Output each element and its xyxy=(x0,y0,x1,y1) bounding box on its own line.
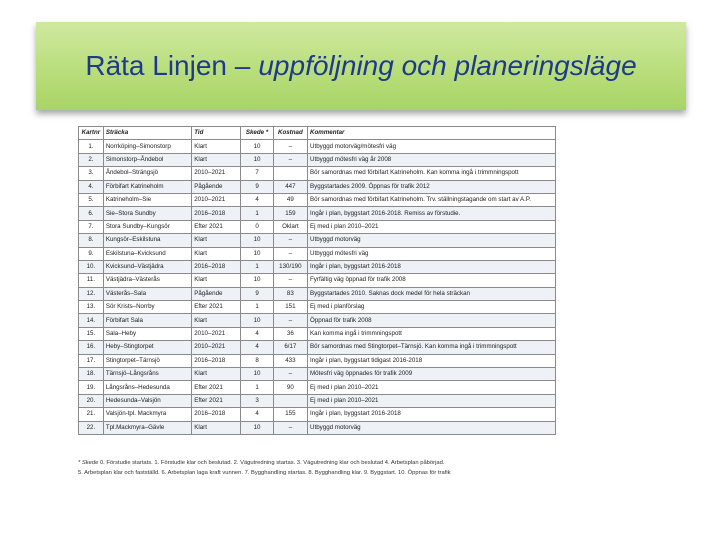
cell-kostnad: – xyxy=(273,274,307,287)
cell-tid: Klart xyxy=(192,140,241,153)
cell-skede: 7 xyxy=(241,167,273,180)
table-row xyxy=(79,314,556,327)
cell-kostnad: 6/17 xyxy=(273,341,307,354)
cell-tid: Efter 2021 xyxy=(192,394,241,407)
cell-kostnad: – xyxy=(273,153,307,166)
header-kostnad: Kostnad xyxy=(273,127,307,140)
cell-tid: Efter 2021 xyxy=(192,220,241,233)
cell-kostnad: – xyxy=(273,368,307,381)
table-row xyxy=(79,140,556,153)
cell-skede: 10 xyxy=(241,247,273,260)
header-tid: Tid xyxy=(192,127,241,140)
cell-kartnr: 9. xyxy=(79,247,104,260)
cell-stracka: Kungsör–Eskilstuna xyxy=(103,234,191,247)
cell-skede: 9 xyxy=(241,287,273,300)
cell-kommentar: Ej med i plan 2010–2021 xyxy=(308,220,556,233)
cell-stracka: Åndebol–Strängsjö xyxy=(103,167,191,180)
cell-kommentar: Bör samordnas med förbifart Katrineholm. Kan komma ingå i trimmningspott xyxy=(308,167,556,180)
table-header-row xyxy=(79,127,556,140)
cell-skede: 10 xyxy=(241,274,273,287)
cell-kartnr: 17. xyxy=(79,354,104,367)
cell-kommentar: Byggstartades 2010. Saknas dock medel för hela sträckan xyxy=(308,287,556,300)
cell-skede: 3 xyxy=(241,394,273,407)
cell-kostnad: – xyxy=(273,247,307,260)
cell-kommentar: Ingår i plan, byggstart 2016-2018 xyxy=(308,408,556,421)
cell-tid: 2010–2021 xyxy=(192,341,241,354)
project-table xyxy=(78,126,556,435)
skede-footnote xyxy=(78,458,568,478)
table-row xyxy=(79,408,556,421)
cell-kostnad: – xyxy=(273,234,307,247)
project-table-container xyxy=(78,126,556,435)
cell-tid: Klart xyxy=(192,153,241,166)
cell-kartnr: 8. xyxy=(79,234,104,247)
cell-kartnr: 6. xyxy=(79,207,104,220)
table-row xyxy=(79,394,556,407)
cell-tid: 2010–2021 xyxy=(192,167,241,180)
cell-skede: 1 xyxy=(241,381,273,394)
cell-stracka: Tärnsjö–Långsråns xyxy=(103,368,191,381)
cell-tid: 2016–2018 xyxy=(192,354,241,367)
cell-kartnr: 15. xyxy=(79,327,104,340)
cell-kartnr: 3. xyxy=(79,167,104,180)
cell-skede: 8 xyxy=(241,354,273,367)
cell-kartnr: 19. xyxy=(79,381,104,394)
cell-kommentar: Utbyggd motorväg xyxy=(308,421,556,434)
cell-tid: Pågående xyxy=(192,287,241,300)
cell-stracka: Västjädra–Västerås xyxy=(103,274,191,287)
table-row xyxy=(79,234,556,247)
cell-kartnr: 5. xyxy=(79,193,104,206)
cell-stracka: Stora Sundby–Kungsör xyxy=(103,220,191,233)
cell-kartnr: 16. xyxy=(79,341,104,354)
cell-kommentar: Byggstartades 2009. Öppnas för trafik 2012 xyxy=(308,180,556,193)
cell-tid: 2016–2018 xyxy=(192,207,241,220)
cell-kartnr: 13. xyxy=(79,301,104,314)
title-banner xyxy=(36,22,686,110)
table-row xyxy=(79,287,556,300)
cell-kartnr: 22. xyxy=(79,421,104,434)
cell-kostnad: Oklart xyxy=(273,220,307,233)
cell-skede: 10 xyxy=(241,421,273,434)
footnote-label: * Skede xyxy=(78,460,99,466)
title-main: Räta Linjen – xyxy=(85,50,251,81)
cell-tid: Efter 2021 xyxy=(192,301,241,314)
cell-kommentar: Bör samordnas med Stingtorpet–Tärnsjö. Kan komma ingå i trimmningspott xyxy=(308,341,556,354)
cell-skede: 4 xyxy=(241,408,273,421)
cell-stracka: Simonstorp–Åndebol xyxy=(103,153,191,166)
cell-kostnad: 155 xyxy=(273,408,307,421)
cell-kartnr: 14. xyxy=(79,314,104,327)
cell-kostnad: 130/190 xyxy=(273,260,307,273)
cell-kostnad: 433 xyxy=(273,354,307,367)
cell-kommentar: Utbyggd mötesfri väg xyxy=(308,247,556,260)
cell-skede: 1 xyxy=(241,301,273,314)
cell-stracka: Förbifart Katrineholm xyxy=(103,180,191,193)
header-kommentar: Kommentar xyxy=(308,127,556,140)
cell-kartnr: 10. xyxy=(79,260,104,273)
cell-tid: Klart xyxy=(192,247,241,260)
table-row xyxy=(79,341,556,354)
cell-kostnad xyxy=(273,167,307,180)
cell-stracka: Förbifart Sala xyxy=(103,314,191,327)
cell-kostnad: – xyxy=(273,140,307,153)
cell-kommentar: Ingår i plan, byggstart tidigast 2016-2018 xyxy=(308,354,556,367)
cell-stracka: Sie–Stora Sundby xyxy=(103,207,191,220)
cell-skede: 9 xyxy=(241,180,273,193)
table-row xyxy=(79,301,556,314)
cell-stracka: Heby–Stingtorpet xyxy=(103,341,191,354)
cell-stracka: Hedesunda–Valsjön xyxy=(103,394,191,407)
title-italic: uppföljning och planeringsläge xyxy=(258,50,637,81)
table-row xyxy=(79,167,556,180)
cell-kommentar: Ingår i plan, byggstart 2016-2018 xyxy=(308,260,556,273)
cell-kostnad: 83 xyxy=(273,287,307,300)
cell-skede: 0 xyxy=(241,220,273,233)
cell-stracka: Långsråns–Hedesunda xyxy=(103,381,191,394)
cell-kostnad: 151 xyxy=(273,301,307,314)
header-skede: Skede * xyxy=(241,127,273,140)
cell-tid: 2016–2018 xyxy=(192,408,241,421)
table-row xyxy=(79,153,556,166)
cell-kartnr: 21. xyxy=(79,408,104,421)
table-body xyxy=(79,140,556,435)
cell-kostnad: 90 xyxy=(273,381,307,394)
cell-kommentar: Öppnad för trafik 2008 xyxy=(308,314,556,327)
cell-skede: 10 xyxy=(241,368,273,381)
cell-tid: Klart xyxy=(192,234,241,247)
cell-skede: 1 xyxy=(241,207,273,220)
cell-stracka: Valsjön-tpl. Mackmyra xyxy=(103,408,191,421)
cell-tid: Klart xyxy=(192,274,241,287)
table-row xyxy=(79,327,556,340)
cell-stracka: Katrineholm–Sie xyxy=(103,193,191,206)
cell-kostnad: 49 xyxy=(273,193,307,206)
table-row xyxy=(79,220,556,233)
cell-stracka: Tpl.Mackmyra–Gävle xyxy=(103,421,191,434)
cell-kommentar: Ej med i planförslag xyxy=(308,301,556,314)
cell-kommentar: Fyrfältig väg öppnad för trafik 2008 xyxy=(308,274,556,287)
slide-title xyxy=(36,22,686,110)
cell-skede: 4 xyxy=(241,327,273,340)
cell-tid: 2010–2021 xyxy=(192,193,241,206)
cell-kommentar: Utbyggd motorväg xyxy=(308,234,556,247)
cell-tid: Klart xyxy=(192,368,241,381)
table-row xyxy=(79,180,556,193)
cell-kartnr: 1. xyxy=(79,140,104,153)
cell-kommentar: Utbyggd mötesfri väg år 2008 xyxy=(308,153,556,166)
cell-kostnad: 447 xyxy=(273,180,307,193)
cell-kartnr: 4. xyxy=(79,180,104,193)
cell-tid: Pågående xyxy=(192,180,241,193)
cell-kommentar: Ej med i plan 2010–2021 xyxy=(308,394,556,407)
cell-kommentar: Ej med i plan 2010–2021 xyxy=(308,381,556,394)
cell-kommentar: Mötesfri väg öppnades för trafik 2009 xyxy=(308,368,556,381)
cell-skede: 4 xyxy=(241,341,273,354)
cell-kommentar: Kan komma ingå i trimmningspott xyxy=(308,327,556,340)
cell-skede: 10 xyxy=(241,140,273,153)
cell-skede: 10 xyxy=(241,234,273,247)
cell-kartnr: 7. xyxy=(79,220,104,233)
cell-kartnr: 18. xyxy=(79,368,104,381)
cell-stracka: Kvicksund–Västjädra xyxy=(103,260,191,273)
cell-kommentar: Bör samordnas med förbifart Katrineholm. Trv. ställningstagande om start av A.P. xyxy=(308,193,556,206)
cell-tid: Klart xyxy=(192,421,241,434)
table-row xyxy=(79,421,556,434)
cell-stracka: Norrköping–Simonstorp xyxy=(103,140,191,153)
cell-kostnad: 159 xyxy=(273,207,307,220)
header-stracka: Sträcka xyxy=(103,127,191,140)
table-row xyxy=(79,247,556,260)
cell-skede: 1 xyxy=(241,260,273,273)
cell-kartnr: 11. xyxy=(79,274,104,287)
footnote-line-1: 0. Förstudie startats. 1. Förstudie klar och beslutad. 2. Vägutredning startas. 3. Vägutredning klar och beslutad 4. Arbetsplan påbörjad. xyxy=(99,460,445,466)
cell-kartnr: 2. xyxy=(79,153,104,166)
footnote-line-2: 5. Arbetsplan klar och fastställd. 6. Arbetsplan laga kraft vunnen. 7. Bygghandling startas. 8. Bygghandling klar. 9. Byggstart. 10. Öppnas för trafik xyxy=(78,470,451,476)
cell-tid: Efter 2021 xyxy=(192,381,241,394)
cell-kommentar: Ingår i plan, byggstart 2016-2018. Remiss av förstudie. xyxy=(308,207,556,220)
table-row xyxy=(79,193,556,206)
table-row xyxy=(79,207,556,220)
cell-tid: 2010–2021 xyxy=(192,327,241,340)
cell-tid: Klart xyxy=(192,314,241,327)
table-row xyxy=(79,368,556,381)
cell-stracka: Västerås–Sala xyxy=(103,287,191,300)
table-row xyxy=(79,354,556,367)
cell-stracka: Eskilstuna–Kvicksund xyxy=(103,247,191,260)
cell-kostnad: – xyxy=(273,314,307,327)
cell-tid: 2016–2018 xyxy=(192,260,241,273)
header-kartnr: Kartnr xyxy=(79,127,104,140)
cell-stracka: Stingtorpet–Tärnsjö xyxy=(103,354,191,367)
cell-stracka: Sala–Heby xyxy=(103,327,191,340)
table-row xyxy=(79,260,556,273)
table-row xyxy=(79,381,556,394)
cell-kartnr: 20. xyxy=(79,394,104,407)
cell-kostnad: 36 xyxy=(273,327,307,340)
cell-kostnad: – xyxy=(273,421,307,434)
cell-kommentar: Utbyggd motorväg/mötesfri väg xyxy=(308,140,556,153)
cell-skede: 10 xyxy=(241,153,273,166)
cell-kostnad xyxy=(273,394,307,407)
table-row xyxy=(79,274,556,287)
cell-skede: 4 xyxy=(241,193,273,206)
cell-skede: 10 xyxy=(241,314,273,327)
cell-kartnr: 12. xyxy=(79,287,104,300)
cell-stracka: Sör Krists–Norrby xyxy=(103,301,191,314)
